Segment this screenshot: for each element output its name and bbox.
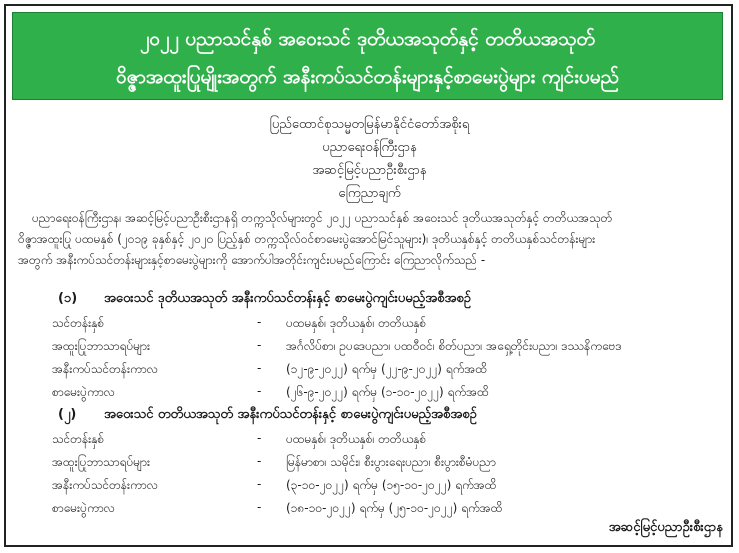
notice-heading: ကြေညာချက်	[338, 186, 401, 201]
intro-line-3: အတွက် အနီးကပ်သင်တန်းများနှင့်စာမေးပွဲများကို အောက်ပါအတိုင်းကျင်းပမည်ကြောင်း ကြေညာလိုက်သည် -	[18, 253, 486, 267]
intro-line-2: ဝိဇ္ဇာအထူးပြု ပထမနှစ် (၂၀၁၉ ခုနှစ်နှင့် ၂၀၂၀ ပြည့်နှစ် တက္ကသိုလ်ဝင်စာမေးပွဲအောင်မြင်သူများ)၊ ဒုတိယနှစ်နှင့် တတိယနှစ်သင်တန်းများ	[18, 232, 596, 246]
section-1-title: အဝေးသင် ဒုတိယအသုတ် အနီးကပ်သင်တန်းနှင့် စာမေးပွဲကျင်းပမည့်အစီအစဉ်	[104, 291, 471, 306]
department-name: အဆင့်မြင့်ပညာဦးစီးဌာန	[312, 163, 427, 178]
intro-line-1: ပညာရေးဝန်ကြီးဌာန၊ အဆင့်မြင့်ပညာဦးစီးဌာနရှိ တက္ကသိုလ်များတွင် ၂၀၂၂ ပညာသင်နှစ် အဝေးသင် ဒုတိယအသုတ်နှင့် တတိယအသုတ်	[32, 211, 613, 225]
section-1-row-value: အင်္ဂလိပ်စာ၊ ဥပဒေပညာ၊ ပထဝီဝင်၊ စိတ်ပညာ၊ အရှေ့တိုင်းပညာ၊ ဒဿနိကဗေဒ	[286, 339, 622, 353]
section-2-row-label: အထူးပြုဘာသာရပ်များ	[52, 455, 151, 469]
section-1-row-label: အနီးကပ်သင်တန်းကာလ	[52, 362, 158, 376]
headline-banner	[12, 12, 723, 100]
section-2-row-label: စာမေးပွဲကာလ	[52, 501, 115, 515]
section-1-row-dash: -	[257, 384, 262, 398]
section-2-row-dash: -	[257, 431, 262, 445]
section-2-row-value: (၃-၁၀-၂၀၂၂) ရက်မှ (၁၅-၁၀-၂၀၂၂) ရက်အထိ	[286, 478, 497, 492]
section-1-row-label: သင်တန်းနှစ်	[52, 316, 105, 330]
section-2-row-label: သင်တန်းနှစ်	[52, 432, 105, 446]
section-1-row-value: ပထမနှစ်၊ ဒုတိယနှစ်၊ တတိယနှစ်	[286, 316, 427, 330]
section-1-row-value: (၁၂-၉-၂၀၂၂) ရက်မှ (၂၂-၉-၂၀၂၂) ရက်အထိ	[286, 362, 488, 376]
ministry-name: ပညာရေးဝန်ကြီးဌာန	[322, 140, 417, 155]
government-name: ပြည်ထောင်စုသမ္မတမြန်မာနိုင်ငံတော်အစိုးရ	[269, 117, 470, 132]
section-2-row-value: ပထမနှစ်၊ ဒုတိယနှစ်၊ တတိယနှစ်	[286, 432, 427, 446]
section-1-row-dash: -	[257, 361, 262, 375]
section-1-row-value: (၂၆-၉-၂၀၂၂) ရက်မှ (၁-၁၀-၂၀၂၂) ရက်အထိ	[286, 385, 489, 399]
section-2-row-dash: -	[257, 454, 262, 468]
section-2-row-value: (၁၈-၁၀-၂၀၂၂) ရက်မှ (၂၅-၁၀-၂၀၂၂) ရက်အထိ	[286, 501, 503, 515]
signature-department: အဆင့်မြင့်ပညာဦးစီးဌာန	[608, 520, 723, 535]
section-2-row-dash: -	[257, 500, 262, 514]
section-2-number: (၂)	[58, 407, 77, 422]
headline-line-1: ၂၀၂၂ ပညာသင်နှစ် အဝေးသင် ဒုတိယအသုတ်နှင့် တတိယအသုတ်	[140, 28, 595, 50]
section-2-row-dash: -	[257, 477, 262, 491]
section-2-row-value: မြန်မာစာ၊ သမိုင်း၊ စီးပွားရေးပညာ၊ စီးပွားစီမံပညာ	[286, 455, 496, 469]
section-1-number: (၁)	[58, 291, 78, 306]
headline-line-2: ဝိဇ္ဇာအထူးပြုမျိုးအတွက် အနီးကပ်သင်တန်းများနှင့်စာမေးပွဲများ ကျင်းပမည်	[116, 66, 619, 88]
section-1-row-label: စာမေးပွဲကာလ	[52, 385, 115, 399]
section-2-title: အဝေးသင် တတိယအသုတ် အနီးကပ်သင်တန်းနှင့် စာမေးပွဲကျင်းပမည့်အစီအစဉ်	[104, 407, 477, 422]
section-1-row-dash: -	[257, 338, 262, 352]
section-2-row-label: အနီးကပ်သင်တန်းကာလ	[52, 478, 158, 492]
section-1-row-dash: -	[257, 315, 262, 329]
section-1-row-label: အထူးပြုဘာသာရပ်များ	[52, 339, 151, 353]
